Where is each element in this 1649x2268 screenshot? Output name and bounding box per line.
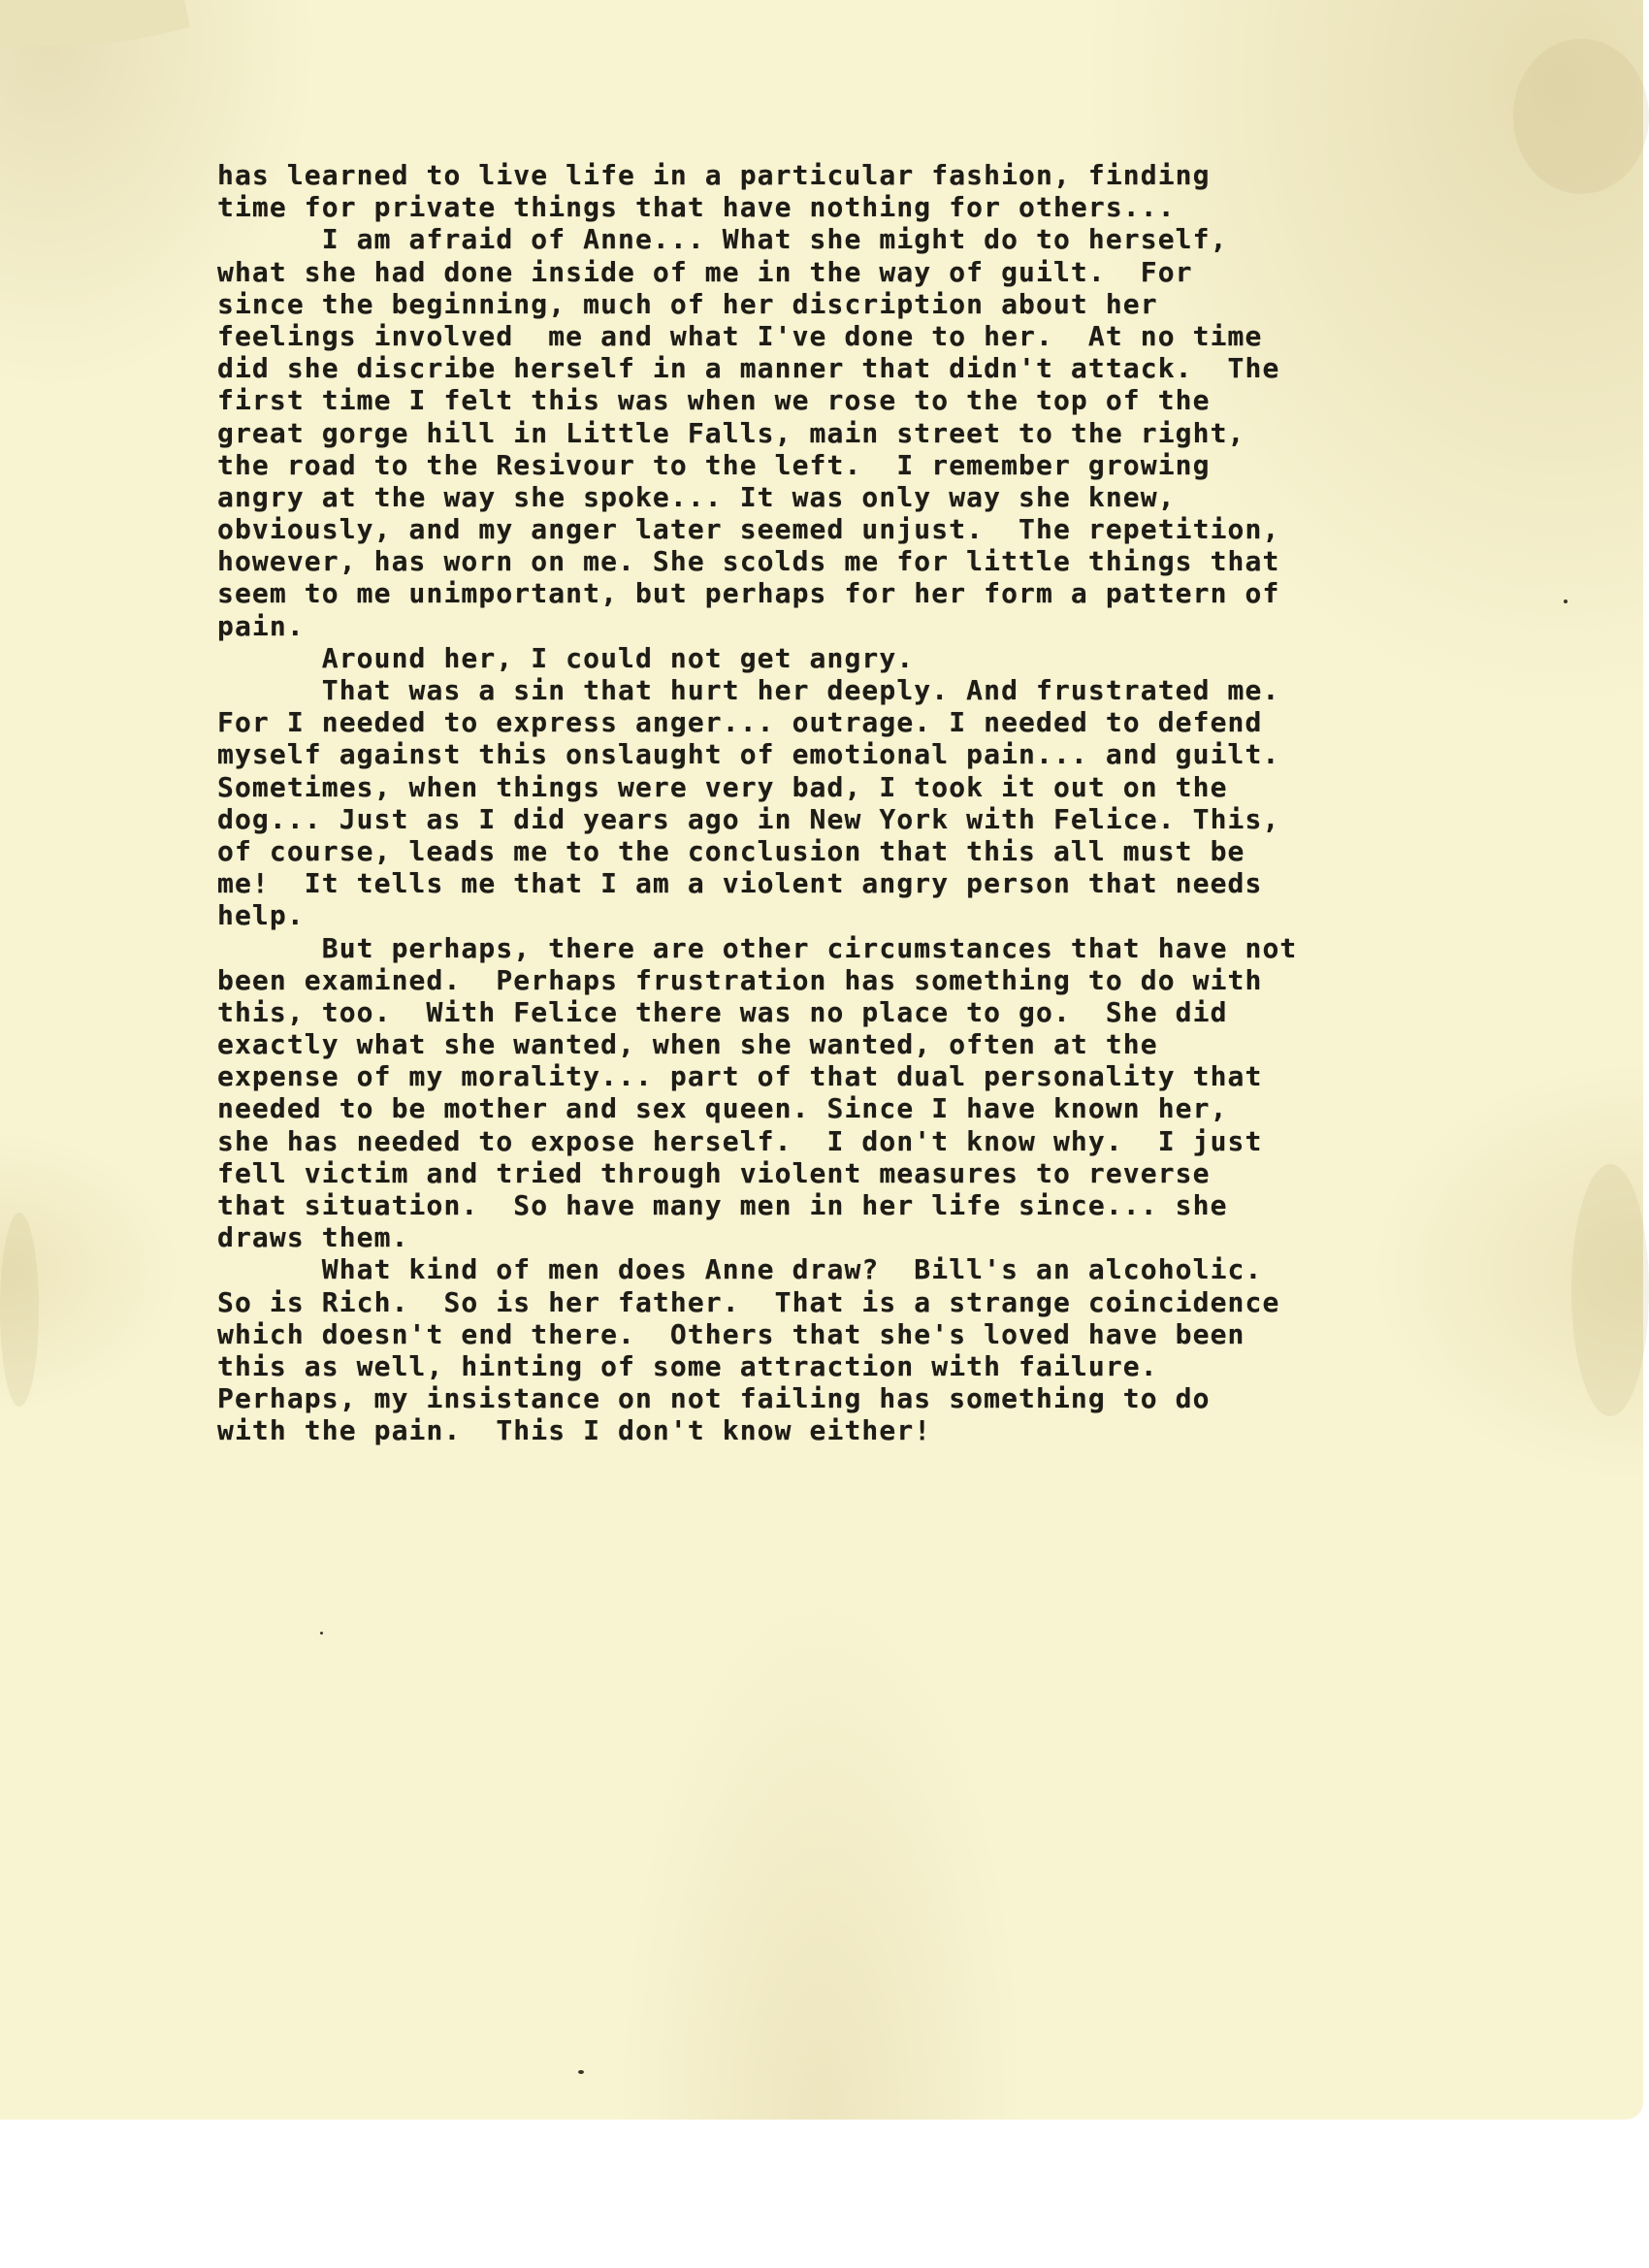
text-line: time for private things that have nothing for others... [217,191,1176,224]
paper-stain [1513,39,1649,194]
text-line: me! It tells me that I am a violent angry person that needs [217,867,1263,900]
text-line: this, too. With Felice there was no place to go. She did [217,995,1228,1028]
text-line: That was a sin that hurt her deeply. And frustrated me. [217,674,1280,706]
text-line: since the beginning, much of her discription about her [217,287,1158,320]
text-line: great gorge hill in Little Falls, main street to the right, [217,416,1245,449]
paper-stain [1571,1164,1649,1416]
text-line: seem to me unimportant, but perhaps for her form a pattern of [217,577,1280,610]
corner-fold-mark [0,0,194,50]
ink-speck [320,1632,323,1635]
text-line: what she had done inside of me in the way of guilt. For [217,255,1193,288]
text-line: with the pain. This I don't know either! [217,1414,932,1447]
ink-speck [578,2070,584,2074]
ink-speck [1564,599,1568,603]
text-line: What kind of men does Anne draw? Bill's an alcoholic. [217,1253,1263,1286]
text-line: this as well, hinting of some attraction with failure. [217,1349,1158,1382]
text-line: angry at the way she spoke... It was only way she knew, [217,480,1176,513]
text-line: fell victim and tried through violent measures to reverse [217,1156,1211,1189]
text-line: dog... Just as I did years ago in New York with Felice. This, [217,802,1280,835]
text-line: been examined. Perhaps frustration has something to do with [217,963,1263,996]
text-line: did she discribe herself in a manner that didn't attack. The [217,352,1280,385]
text-line: of course, leads me to the conclusion that this all must be [217,834,1245,867]
text-line: that situation. So have many men in her life since... she [217,1189,1228,1221]
text-line: the road to the Resivour to the left. I remember growing [217,448,1211,481]
text-line: first time I felt this was when we rose to the top of the [217,384,1211,417]
text-line: however, has worn on me. She scolds me for little things that [217,545,1280,578]
text-line: expense of my morality... part of that dual personality that [217,1060,1263,1093]
text-line: I am afraid of Anne... What she might do to herself, [217,223,1228,256]
text-line: obviously, and my anger later seemed unjust. The repetition, [217,513,1280,546]
text-line: For I needed to express anger... outrage. I needed to defend [217,706,1263,739]
text-line: pain. [217,609,305,642]
text-line: which doesn't end there. Others that she's loved have been [217,1317,1245,1350]
text-line: Sometimes, when things were very bad, I took it out on the [217,770,1228,803]
text-line: needed to be mother and sex queen. Since I have known her, [217,1092,1228,1125]
text-line: myself against this onslaught of emotional pain... and guilt. [217,738,1280,771]
text-line: feelings involved me and what I've done to her. At no time [217,319,1263,352]
text-line: she has needed to expose herself. I don't know why. I just [217,1124,1263,1157]
text-line: draws them. [217,1221,409,1254]
typewritten-text [217,159,1469,1447]
paper-stain [0,1213,39,1407]
text-line: So is Rich. So is her father. That is a strange coincidence [217,1285,1280,1318]
text-line: has learned to live life in a particular fashion, finding [217,159,1211,191]
text-line: Perhaps, my insistance on not failing has something to do [217,1382,1211,1415]
text-line: But perhaps, there are other circumstances that have not [217,931,1298,964]
text-line: exactly what she wanted, when she wanted, often at the [217,1028,1158,1061]
text-line: Around her, I could not get angry. [217,641,915,674]
text-line: help. [217,899,305,932]
